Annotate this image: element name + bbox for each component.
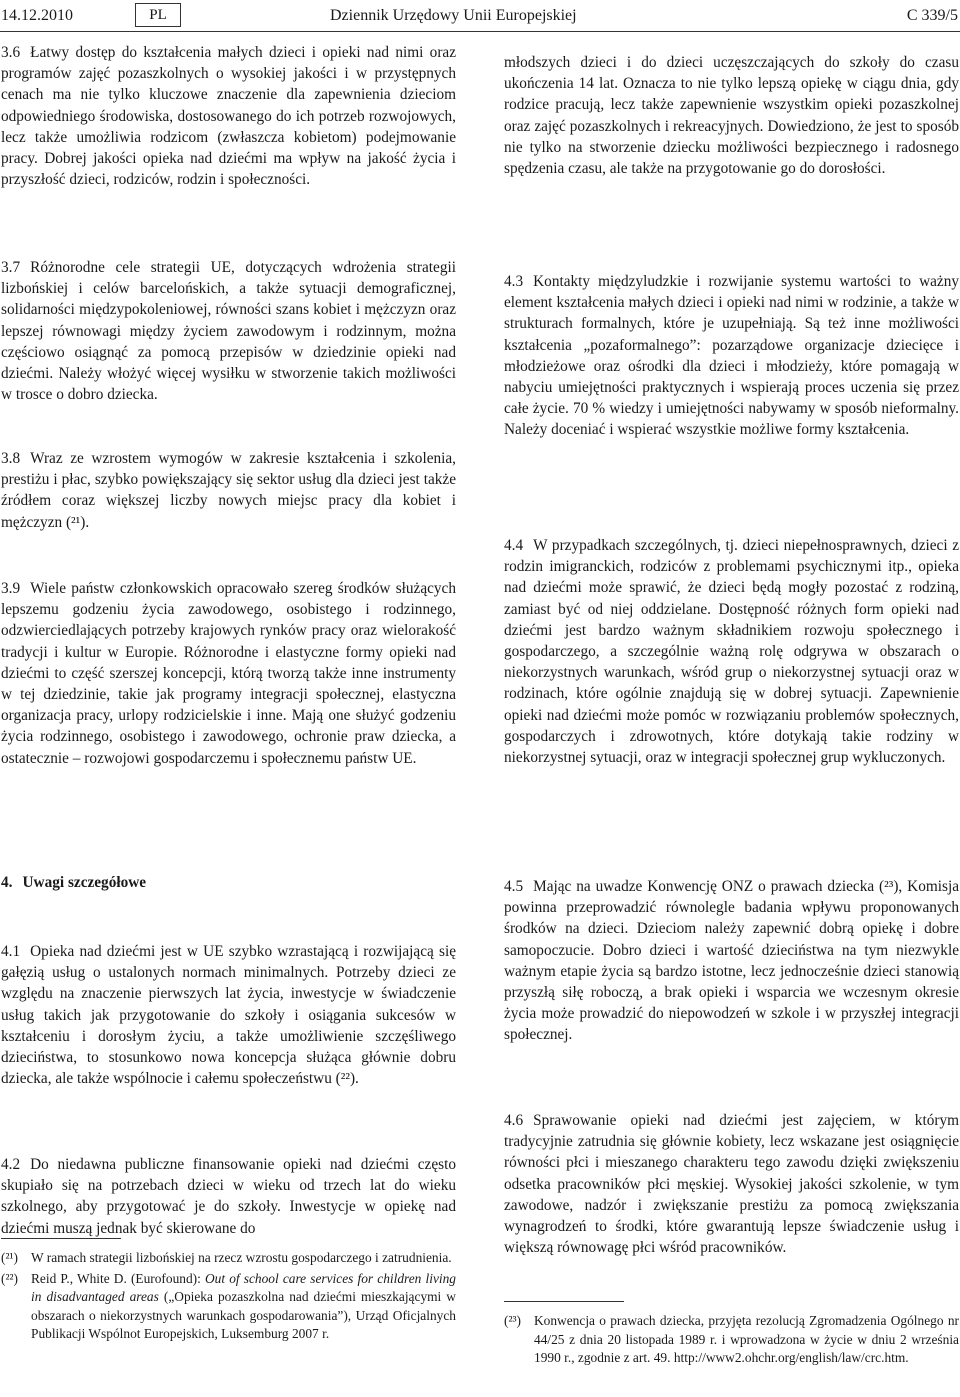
paragraph-4-5 bbox=[504, 876, 959, 1046]
paragraph-number: 4.4 bbox=[504, 537, 524, 554]
paragraph-4-1 bbox=[1, 941, 456, 1089]
section-number: 4. bbox=[1, 874, 13, 891]
header-rule bbox=[0, 31, 960, 32]
footnote-21 bbox=[1, 1249, 456, 1268]
paragraph-number: 3.7 bbox=[1, 259, 21, 276]
paragraph-number: 4.1 bbox=[1, 943, 21, 960]
paragraph-number: 4.5 bbox=[504, 878, 524, 895]
section-heading-4 bbox=[1, 872, 456, 893]
paragraph-text: Do niedawna publiczne finansowanie opieki nad dziećmi często skupiało się na potrzebach dzieci w wieku od trzech lat do wieku szkolnego, aby przygotować je do szkoły. Inwestycje w opiekę nad dziećmi muszą jednak być skierowane do bbox=[1, 1156, 456, 1237]
paragraph-4-3 bbox=[504, 271, 959, 441]
footnote-rule bbox=[504, 1301, 624, 1302]
footnote-label: (²¹) bbox=[1, 1250, 18, 1265]
footnote-23 bbox=[504, 1312, 959, 1368]
paragraph-number: 4.2 bbox=[1, 1156, 21, 1173]
header-language-box: PL bbox=[135, 3, 181, 27]
footnote-text bbox=[31, 1270, 456, 1344]
paragraph-number: 4.6 bbox=[504, 1112, 524, 1129]
paragraph-4-6 bbox=[504, 1110, 959, 1258]
paragraph-text: Mając na uwadze Konwencję ONZ o prawach dziecka (²³), Komisja powinna przeprowadzić równolegle badania wpływu proponowanych środków na dzieci. Dzieciom należy zapewnić dobrą opiekę i dobre samopoczucie. Dobro dzieci i wartość dzieciństwa na tym niezwykle ważnym etapie życia są bardzo istotne, lecz jednocześnie dzieci stanowią przyszłą siłę roboczą, a brak opieki i wsparcia we wczesnym okresie życia może prowadzić do niepowodzeń w szkole i w przyszłej integracji społecznej. bbox=[504, 878, 959, 1044]
footnote-label: (²³) bbox=[504, 1313, 521, 1328]
paragraph-3-6 bbox=[1, 42, 456, 190]
footnote-text: Konwencja o prawach dziecka, przyjęta rezolucją Zgromadzenia Ogólnego nr 44/25 z dnia 20 listopada 1989 r. i wprowadzona w życie w dniu 2 września 1990 r., zgodnie z art. 49. http://www2.ohchr.org/english/law/crc.htm. bbox=[534, 1313, 959, 1366]
paragraph-3-9 bbox=[1, 578, 456, 769]
footnote-rule bbox=[1, 1238, 121, 1239]
paragraph-3-6-continued bbox=[504, 52, 959, 179]
paragraph-3-7 bbox=[1, 257, 456, 405]
paragraph-text: młodszych dzieci i do dzieci uczęszczających do szkoły do czasu ukończenia 14 lat. Oznacza to nie tylko lepszą opiekę w ciągu dnia, gdy rodzice pracują, lecz także zapewnienie wszystkim opieki pozaszkolnej oraz zajęć pozaszkolnych i rekreacyjnych. Dowiedziono, że jest to sposób nie tylko na stworzenie dziecku możliwości bezpiecznego i radosnego spędzenia czasu, ale także na przygotowanie go do dorosłości. bbox=[504, 54, 959, 178]
paragraph-text: Sprawowanie opieki nad dziećmi jest zajęciem, w którym tradycyjnie zatrudnia się głównie kobiety, lecz wskazane jest osiągnięcie równości płci i mieszanego charakteru tego zawodu dzięki zwiększeniu odsetka pracowników płci męskiej. Wysokiej jakości szkolenie, w tym zawodowe, nadzór i zwiększanie prestiżu za pomocą zwiększania wynagrodzeń to środki, które gwarantują lepsze świadczenie usług i większą równowagę płci wśród pracowników. bbox=[504, 1112, 959, 1257]
paragraph-number: 4.3 bbox=[504, 273, 524, 290]
page-header bbox=[0, 0, 960, 30]
paragraph-4-2 bbox=[1, 1154, 456, 1239]
footnote-text: W ramach strategii lizbońskiej na rzecz wzrostu gospodarczego i zatrudnienia. bbox=[31, 1250, 452, 1265]
paragraph-text: Łatwy dostęp do kształcenia małych dzieci i opieki nad nimi oraz programów zajęć pozaszkolnych o wysokiej jakości i w przystępnych cenach ma nie tylko kluczowe znaczenie dla zapewnienia dzieciom odpowiedniego środowiska, dostosowanego do ich potrzeb rozwojowych, lecz także umożliwia rodzicom (zwłaszcza kobietom) podejmowanie pracy. Dobrej jakości opieka nad dziećmi ma wpływ na jakość życia i przyszłość dzieci, rodziców, rodzin i społeczności. bbox=[1, 44, 456, 189]
paragraph-text: W przypadkach szczególnych, tj. dzieci niepełnosprawnych, dzieci z rodzin imigranckich, rodziców z problemami psychicznymi itp., opieka nad dziećmi może sprawić, że dzieci będą mogły pozostać z rodziną, zamiast być od niej oddzielane. Dostępność różnych form opieki nad dziećmi jest bardzo ważnym składnikiem rozwoju społecznego i gospodarczego, a szczególnie ważną rolę odgrywa w obszarach o niekorzystnych warunkach, wśród grup o niekorzystnej sytuacji oraz w rodzinach, które ogólnie znajdują się w dobrej sytuacji. Zapewnienie opieki nad dziećmi może pomóc w rozwiązaniu problemów społecznych, gospodarczych i zdrowotnych, które dotykają takie rodziny w niekorzystnej sytuacji, oraz w integracji społecznej grup wykluczonych. bbox=[504, 537, 959, 767]
footnotes-left bbox=[1, 1238, 456, 1346]
paragraph-text: Wraz ze wzrostem wymogów w zakresie kształcenia i szkolenia, prestiżu i płac, szybko powiększający się sektor usług dla dzieci jest także źródłem coraz większej liczby nowych miejsc pracy dla kobiet i mężczyzn (²¹). bbox=[1, 450, 456, 531]
footnote-label: (²²) bbox=[1, 1270, 18, 1286]
footnotes-right bbox=[504, 1301, 959, 1370]
paragraph-text: Opieka nad dziećmi jest w UE szybko wzrastającą i rozwijającą się gałęzią usług o ustalonych normach minimalnych. Potrzeby dzieci ze względu na znaczenie pierwszych lat życia, inwestycje w świadczenie usług takich jak przygotowanie do szkoły i osiągania sukcesów w kształceniu i dorosłym życiu, a także umożliwienie szczęśliwego dzieciństwa, to stosunkowo nowa koncepcja służąca głównie dobru dziecka, ale także wspólnocie i całemu społeczeństwu (²²). bbox=[1, 943, 456, 1088]
paragraph-4-4 bbox=[504, 535, 959, 768]
header-journal-title: Dziennik Urzędowy Unii Europejskiej bbox=[330, 7, 577, 24]
paragraph-number: 3.9 bbox=[1, 580, 21, 597]
paragraph-number: 3.6 bbox=[1, 44, 21, 61]
paragraph-3-8 bbox=[1, 448, 456, 533]
paragraph-text: Wiele państw członkowskich opracowało szereg środków służących lepszemu godzeniu życia zawodowego, osobistego i rodzinnego, odzwierciedlających potrzeby krajowych rynków pracy oraz wielorakość tradycji i kultur w Europie. Różnorodne i elastyczne formy opieki nad dziećmi to część szerszej koncepcji, którą tworzą także inne instrumenty w tej dziedzinie, takie jak programy integracji społecznej, elastyczna organizacja pracy, urlopy rodzicielskie i inne. Mają one służyć godzeniu życia rodzinnego, osobistego i zawodowego, ochronie praw dziecka, a ostatecznie – rozwojowi gospodarczemu i społecznemu państw UE. bbox=[1, 580, 456, 767]
header-date: 14.12.2010 bbox=[1, 7, 73, 24]
header-page-reference: C 339/5 bbox=[906, 7, 958, 24]
paragraph-text: Kontakty międzyludzkie i rozwijanie systemu wartości to ważny element kształcenia małych dzieci i opieki nad nimi w rodzinie, a także w strukturach formalnych, które je uzupełniają. Są też inne możliwości kształcenia „pozaformalnego”: pozarządowe organizacje dziecięce i młodzieżowe oraz ośrodki dla dzieci i młodzieży, które pomagają w nabyciu umiejętności praktycznych i wspierają proces uczenia się przez całe życie. 70 % wiedzy i umiejętności nabywamy w sposób nieformalny. Należy doceniać i wspierać wszystkie możliwe formy kształcenia. bbox=[504, 273, 959, 439]
paragraph-text: Różnorodne cele strategii UE, dotyczących wdrożenia strategii lizbońskiej i celów barcelońskich, a także sytuacji demograficznej, solidarności międzypokoleniowej, równości szans kobiet i mężczyzn oraz lepszej równowagi między życiem zawodowym i rodzinnym, można częściowo osiągnąć za pomocą przepisów w dziedzinie opieki nad dziećmi. Należy włożyć więcej wysiłku w stworzenie takich możliwości w trosce o dobro dziecka. bbox=[1, 259, 456, 404]
paragraph-number: 3.8 bbox=[1, 450, 21, 467]
footnote-text-part: Reid P., White D. (Eurofound): bbox=[31, 1270, 205, 1286]
section-title: Uwagi szczegółowe bbox=[22, 874, 147, 891]
footnote-text-part: („Opieka pozaszkolna nad dziećmi mieszkającymi w obszarach o niekorzystnych warunkach gospodarowania”), Urząd Oficjalnych Publikacji Wspólnot Europejskich, Luksemburg 2007 r. bbox=[31, 1289, 456, 1342]
footnote-22 bbox=[1, 1270, 456, 1344]
footnote-italic-title: Out of school care services for children living in disadvantaged areas bbox=[31, 1270, 456, 1305]
